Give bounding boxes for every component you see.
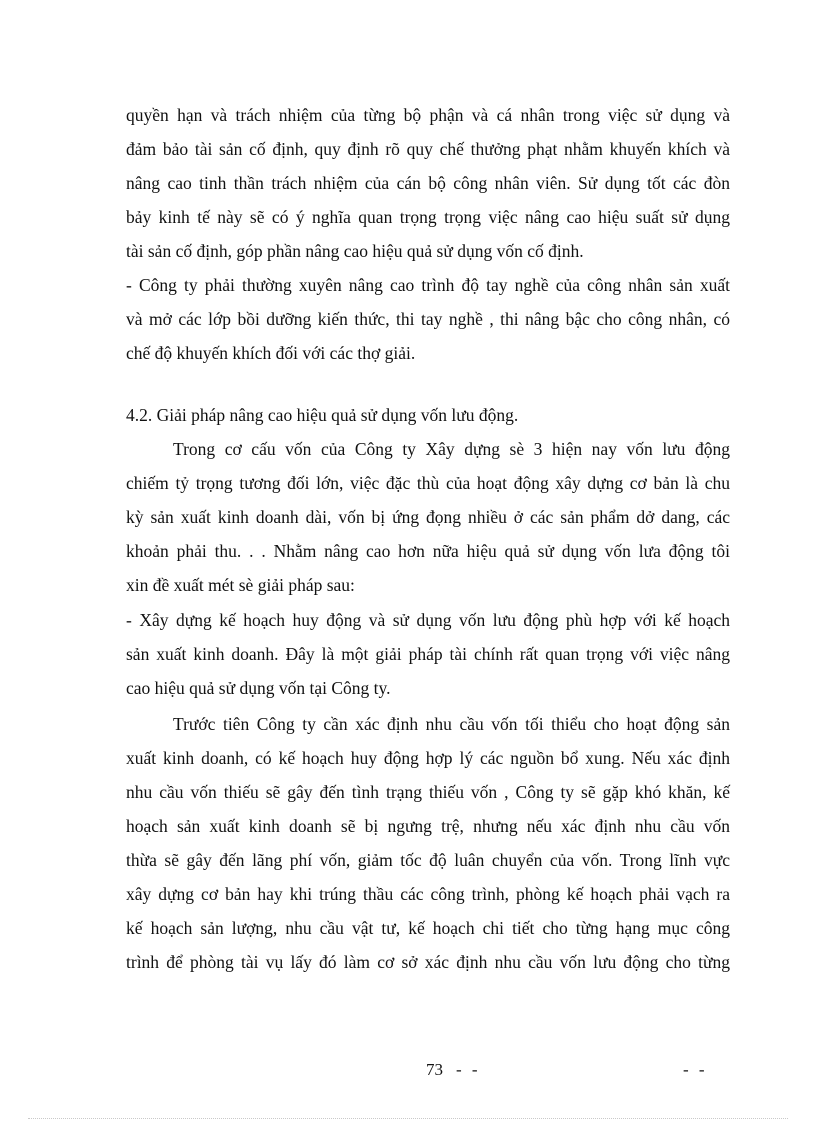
text-line: đảm bảo tài sản cố định, quy định rõ quy chế thưởng phạt nhằm khuyến khích và (126, 139, 730, 159)
paragraph-fixed-asset-responsibility (126, 98, 730, 268)
text-line: chiếm tỷ trọng tương đối lớn, việc đặc thù của hoạt động xây dựng cơ bản là chu (126, 473, 730, 493)
text-line: trình để phòng tài vụ lấy đó làm cơ sở xác định nhu cầu vốn lưu động cho từng (126, 952, 730, 972)
text-line: - Xây dựng kế hoạch huy động và sử dụng vốn lưu động phù hợp với kế hoạch (126, 610, 730, 630)
paragraph-capital-plan (126, 603, 730, 705)
paragraph-capital-needs (126, 707, 730, 979)
page-number: 73 (426, 1060, 443, 1079)
text-line: quyền hạn và trách nhiệm của từng bộ phận và cá nhân trong việc sử dụng và (126, 105, 730, 125)
text-line: bảy kinh tế này sẽ có ý nghĩa quan trọng trọng việc nâng cao hiệu suất sử dụng (126, 207, 730, 227)
text-line: thừa sẽ gây đến lãng phí vốn, giảm tốc độ luân chuyển của vốn. Trong lĩnh vực (126, 850, 730, 870)
section-title: 4.2. Giải pháp nâng cao hiệu quả sử dụng vốn lưu động. (126, 405, 519, 425)
text-line: tài sản cố định, góp phần nâng cao hiệu quả sử dụng vốn cố định. (126, 241, 584, 261)
text-line: nhu cầu vốn thiếu sẽ gây đến tình trạng thiếu vốn , Công ty sẽ gặp khó khăn, kế (126, 782, 730, 802)
paragraph-working-capital-structure (126, 432, 730, 602)
text-line: kế hoạch sản lượng, nhu cầu vật tư, kế hoạch chi tiết cho từng hạng mục công (126, 918, 730, 938)
text-line: xin đề xuất mét sè giải pháp sau: (126, 575, 355, 595)
footer-dashes-center: - - (456, 1060, 481, 1079)
text-line: khoản phải thu. . . Nhằm nâng cao hơn nữa hiệu quả sử dụng vốn lưa động tôi (126, 541, 730, 561)
footer-dashes-right: - - (683, 1060, 708, 1079)
text-line: và mở các lớp bồi dưỡng kiến thức, thi tay nghề , thi nâng bậc cho công nhân, có (126, 309, 730, 329)
text-line: nâng cao tinh thần trách nhiệm của cán bộ công nhân viên. Sử dụng tốt các đòn (126, 173, 730, 193)
text-line: sản xuất kinh doanh. Đây là một giải pháp tài chính rất quan trọng với việc nâng (126, 644, 730, 664)
text-line: Trước tiên Công ty cần xác định nhu cầu vốn tối thiểu cho hoạt động sản (173, 714, 730, 734)
text-line: hoạch sản xuất kinh doanh sẽ bị ngưng trệ, nhưng nếu xác định nhu cầu vốn (126, 816, 730, 836)
text-line: cao hiệu quả sử dụng vốn tại Công ty. (126, 678, 391, 698)
text-line: xuất kinh doanh, có kế hoạch huy động hợp lý các nguồn bổ xung. Nếu xác định (126, 748, 730, 768)
page-bottom-divider (28, 1118, 788, 1119)
text-line: chế độ khuyến khích đối với các thợ giải. (126, 343, 416, 363)
text-line: Trong cơ cấu vốn của Công ty Xây dựng sè 3 hiện nay vốn lưu động (173, 439, 730, 459)
text-line: xây dựng cơ bản hay khi trúng thầu các công trình, phòng kế hoạch phải vạch ra (126, 884, 730, 904)
section-heading-4-2 (126, 398, 730, 432)
paragraph-worker-training (126, 268, 730, 370)
text-line: kỳ sản xuất kinh doanh dài, vốn bị ứng đọng nhiều ở các sản phẩm dở dang, các (126, 507, 730, 527)
text-line: - Công ty phải thường xuyên nâng cao trình độ tay nghề của công nhân sản xuất (126, 275, 730, 295)
